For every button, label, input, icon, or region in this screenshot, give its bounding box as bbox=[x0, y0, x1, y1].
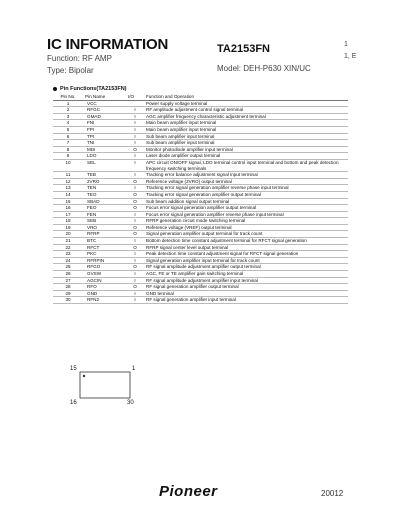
table-row bbox=[53, 231, 348, 238]
table-row bbox=[53, 284, 348, 291]
table-row bbox=[53, 297, 348, 304]
pin-io-cell: O bbox=[126, 205, 144, 212]
table-row bbox=[53, 185, 348, 192]
pin-function-cell: RFRP generation circuit mode switching terminal bbox=[144, 218, 348, 225]
table-row bbox=[53, 172, 348, 179]
pin-io-cell bbox=[126, 100, 144, 107]
pin-name-cell: RFRPIN bbox=[83, 257, 126, 264]
pin-number-cell: 26 bbox=[53, 271, 83, 278]
pin-number-cell: 14 bbox=[53, 191, 83, 198]
pin-function-cell: Tracking error signal generation amplifier reverse phase input terminal bbox=[144, 185, 348, 192]
pin-io-cell: O bbox=[126, 244, 144, 251]
pin-name-cell: FNI bbox=[83, 120, 126, 127]
pin-number-cell: 5 bbox=[53, 126, 83, 133]
pin-number-cell: 11 bbox=[53, 172, 83, 179]
pin-io-cell: I bbox=[126, 120, 144, 127]
pin-number-cell: 12 bbox=[53, 178, 83, 185]
table-row bbox=[53, 211, 348, 218]
pin-io-cell: I bbox=[126, 107, 144, 114]
table-row bbox=[53, 224, 348, 231]
pin-name-cell: RFRP bbox=[83, 231, 126, 238]
pin-io-cell: I bbox=[126, 277, 144, 284]
pin-name-cell: RFCT bbox=[83, 244, 126, 251]
pin-number-cell: 10 bbox=[53, 159, 83, 171]
pin-number-cell: 30 bbox=[53, 297, 83, 304]
pin-label-top-left: 15 bbox=[70, 366, 77, 372]
table-row bbox=[53, 100, 348, 107]
table-row bbox=[53, 257, 348, 264]
corner-marker-1: 1 bbox=[344, 41, 348, 48]
pin-label-top-right: 1 bbox=[132, 366, 136, 372]
pin-function-cell: Bottom detection time constant adjustment terminal for RFCT signal generation bbox=[144, 238, 348, 245]
table-row bbox=[53, 244, 348, 251]
pin-number-cell: 23 bbox=[53, 251, 83, 258]
pin-number-cell: 9 bbox=[53, 153, 83, 160]
table-row bbox=[53, 146, 348, 153]
pin-io-cell: I bbox=[126, 251, 144, 258]
pin-io-cell: I bbox=[126, 159, 144, 171]
pin-io-cell: O bbox=[126, 224, 144, 231]
pin-name-cell: VRO bbox=[83, 224, 126, 231]
header-io: I/O bbox=[126, 94, 144, 100]
bullet-icon bbox=[53, 87, 57, 91]
pin-io-cell: O bbox=[126, 264, 144, 271]
table-row bbox=[53, 133, 348, 140]
pin-number-cell: 13 bbox=[53, 185, 83, 192]
table-row bbox=[53, 159, 348, 171]
pin-number-cell: 25 bbox=[53, 264, 83, 271]
pin-function-cell: APC circuit ON/OFF signal, LDO terminal control input terminal and bottom and peak detection frequency switching terminals bbox=[144, 159, 348, 171]
pin-io-cell: I bbox=[126, 257, 144, 264]
header-pin-name: Pin Name bbox=[83, 94, 126, 100]
pin-number-cell: 27 bbox=[53, 277, 83, 284]
pin-io-cell: I bbox=[126, 153, 144, 160]
pin-io-cell: I bbox=[126, 172, 144, 179]
table-row bbox=[53, 205, 348, 212]
pin-function-cell: Signal generation amplifier output terminal for track count bbox=[144, 231, 348, 238]
table-row bbox=[53, 271, 348, 278]
pin-number-cell: 15 bbox=[53, 198, 83, 205]
pin-number-cell: 29 bbox=[53, 290, 83, 297]
pin-name-cell: AGCIN bbox=[83, 277, 126, 284]
pin-label-bottom-left: 16 bbox=[70, 400, 77, 406]
table-row bbox=[53, 264, 348, 271]
table-row bbox=[53, 277, 348, 284]
pin-name-cell: TEN bbox=[83, 185, 126, 192]
pin-function-cell: RF amplitude adjustment control signal terminal bbox=[144, 107, 348, 114]
pin-function-cell: Reference voltage (VREF) output terminal bbox=[144, 224, 348, 231]
pin-function-cell: Tracking error balance adjustment signal input terminal bbox=[144, 172, 348, 179]
pin-function-cell: Monitor photodiode amplifier input terminal bbox=[144, 146, 348, 153]
pin-name-cell: SEB bbox=[83, 218, 126, 225]
pin-function-cell: RF signal generation amplifier input terminal bbox=[144, 297, 348, 304]
table-row bbox=[53, 140, 348, 147]
pioneer-logo: Pioneer bbox=[159, 483, 218, 500]
pin-name-cell: SEL bbox=[83, 159, 126, 171]
pin-io-cell: I bbox=[126, 126, 144, 133]
pin-function-cell: Tracking error signal generation amplifier output terminal bbox=[144, 191, 348, 198]
table-row bbox=[53, 153, 348, 160]
pin-io-cell: I bbox=[126, 290, 144, 297]
model-line: Model: DEH-P630 XIN/UC bbox=[217, 64, 311, 73]
pin-function-cell: Main beam amplifier input terminal bbox=[144, 120, 348, 127]
pin-number-cell: 4 bbox=[53, 120, 83, 127]
pin-name-cell: VCC bbox=[83, 100, 126, 107]
pin-name-cell: TEB bbox=[83, 172, 126, 179]
pin-name-cell: FEN bbox=[83, 211, 126, 218]
pin-number-cell: 20 bbox=[53, 231, 83, 238]
pin-function-cell: RF signal generation amplifier output terminal bbox=[144, 284, 348, 291]
pin-io-cell: O bbox=[126, 191, 144, 198]
pin-function-cell: Focus error signal generation amplifier reverse phase input terminal bbox=[144, 211, 348, 218]
header-function: Function and Operation bbox=[144, 94, 348, 100]
pin-label-bottom-right: 30 bbox=[127, 400, 134, 406]
pin-function-cell: Signal generation amplifier input terminal for track count bbox=[144, 257, 348, 264]
pin-name-cell: SBAD bbox=[83, 198, 126, 205]
table-row bbox=[53, 218, 348, 225]
ic-information-title: IC INFORMATION bbox=[47, 36, 169, 53]
pin-io-cell: I bbox=[126, 113, 144, 120]
table-row bbox=[53, 198, 348, 205]
pin-function-table bbox=[53, 94, 348, 304]
pin-name-cell: GVSW bbox=[83, 271, 126, 278]
table-row bbox=[53, 120, 348, 127]
pin-name-cell: GND bbox=[83, 290, 126, 297]
pin-function-cell: AGC, FE or TE amplifier gain switching terminal bbox=[144, 271, 348, 278]
pin-name-cell: MDI bbox=[83, 146, 126, 153]
pin-function-cell: RF signal amplitude adjustment amplifier output terminal bbox=[144, 264, 348, 271]
table-row bbox=[53, 126, 348, 133]
pin-io-cell: O bbox=[126, 284, 144, 291]
pin-io-cell: O bbox=[126, 231, 144, 238]
pin-io-cell: I bbox=[126, 297, 144, 304]
pin-name-cell: TEO bbox=[83, 191, 126, 198]
pin-io-cell: O bbox=[126, 178, 144, 185]
pin-io-cell: O bbox=[126, 198, 144, 205]
pin-function-cell: AGC amplifier frequency characteristic adjustment terminal bbox=[144, 113, 348, 120]
pin-function-cell: Power supply voltage terminal bbox=[144, 100, 348, 107]
pin-function-cell: Main beam amplifier input terminal bbox=[144, 126, 348, 133]
pin-io-cell: I bbox=[126, 185, 144, 192]
pin-number-cell: 21 bbox=[53, 238, 83, 245]
pin-number-cell: 18 bbox=[53, 218, 83, 225]
pin-name-cell: RFGC bbox=[83, 107, 126, 114]
type-line: Type: Bipolar bbox=[47, 66, 94, 75]
section-title-text: Pin Functions(TA2153FN) bbox=[60, 86, 127, 92]
pin-io-cell: I bbox=[126, 211, 144, 218]
pin-function-cell: Sub beam amplifier input terminal bbox=[144, 133, 348, 140]
model-number: TA2153FN bbox=[217, 43, 270, 55]
pin-function-cell: RF signal amplitude adjustment amplifier input terminal bbox=[144, 277, 348, 284]
pin-io-cell: I bbox=[126, 133, 144, 140]
page-number: 20012 bbox=[321, 489, 344, 498]
pin-name-cell: 2VRO bbox=[83, 178, 126, 185]
corner-marker-2: 1, E bbox=[344, 53, 357, 60]
pin-io-cell: I bbox=[126, 271, 144, 278]
pin-name-cell: TPI bbox=[83, 133, 126, 140]
pin-number-cell: 3 bbox=[53, 113, 83, 120]
pin-number-cell: 8 bbox=[53, 146, 83, 153]
pin-name-cell: GMAD bbox=[83, 113, 126, 120]
pin-number-cell: 22 bbox=[53, 244, 83, 251]
table-row bbox=[53, 238, 348, 245]
pin-name-cell: TNI bbox=[83, 140, 126, 147]
pin-io-cell: I bbox=[126, 140, 144, 147]
pin-name-cell: FEO bbox=[83, 205, 126, 212]
pin-name-cell: FPI bbox=[83, 126, 126, 133]
pin-name-cell: RFN2 bbox=[83, 297, 126, 304]
pin-function-cell: Sub beam amplifier input terminal bbox=[144, 140, 348, 147]
pin-table-body bbox=[53, 100, 348, 303]
table-row bbox=[53, 107, 348, 114]
pin-number-cell: 28 bbox=[53, 284, 83, 291]
pin-function-cell: Peak detection time constant adjustment signal for RFCT signal generation bbox=[144, 251, 348, 258]
pin-io-cell: I bbox=[126, 238, 144, 245]
table-row bbox=[53, 191, 348, 198]
pin-number-cell: 7 bbox=[53, 140, 83, 147]
pin-function-cell: Focus error signal generation amplifier output terminal bbox=[144, 205, 348, 212]
function-line: Function: RF AMP bbox=[47, 54, 112, 63]
pin-name-cell: BTC bbox=[83, 238, 126, 245]
pin-number-cell: 19 bbox=[53, 224, 83, 231]
pin-number-cell: 17 bbox=[53, 211, 83, 218]
table-row bbox=[53, 251, 348, 258]
pin-number-cell: 6 bbox=[53, 133, 83, 140]
pin-name-cell: PKC bbox=[83, 251, 126, 258]
pin-function-cell: RFRP signal center level output terminal bbox=[144, 244, 348, 251]
table-row bbox=[53, 178, 348, 185]
ic-package-diagram bbox=[70, 366, 140, 406]
pin-name-cell: RFO bbox=[83, 284, 126, 291]
pin-name-cell: LDO bbox=[83, 153, 126, 160]
table-row bbox=[53, 113, 348, 120]
pin-number-cell: 16 bbox=[53, 205, 83, 212]
pin-number-cell: 2 bbox=[53, 107, 83, 114]
pin-number-cell: 1 bbox=[53, 100, 83, 107]
pin-function-cell: Laser diode amplifier output terminal bbox=[144, 153, 348, 160]
section-title bbox=[53, 86, 127, 92]
pin-name-cell: RFGO bbox=[83, 264, 126, 271]
table-row bbox=[53, 290, 348, 297]
pin-io-cell: O bbox=[126, 146, 144, 153]
pin-function-cell: GND terminal bbox=[144, 290, 348, 297]
pin-function-cell: Reference voltage (2VRO) output terminal bbox=[144, 178, 348, 185]
pin-io-cell: I bbox=[126, 218, 144, 225]
pin-number-cell: 24 bbox=[53, 257, 83, 264]
pin-function-cell: Sub beam addition signal output terminal bbox=[144, 198, 348, 205]
header-pin-no: Pin No. bbox=[53, 94, 83, 100]
